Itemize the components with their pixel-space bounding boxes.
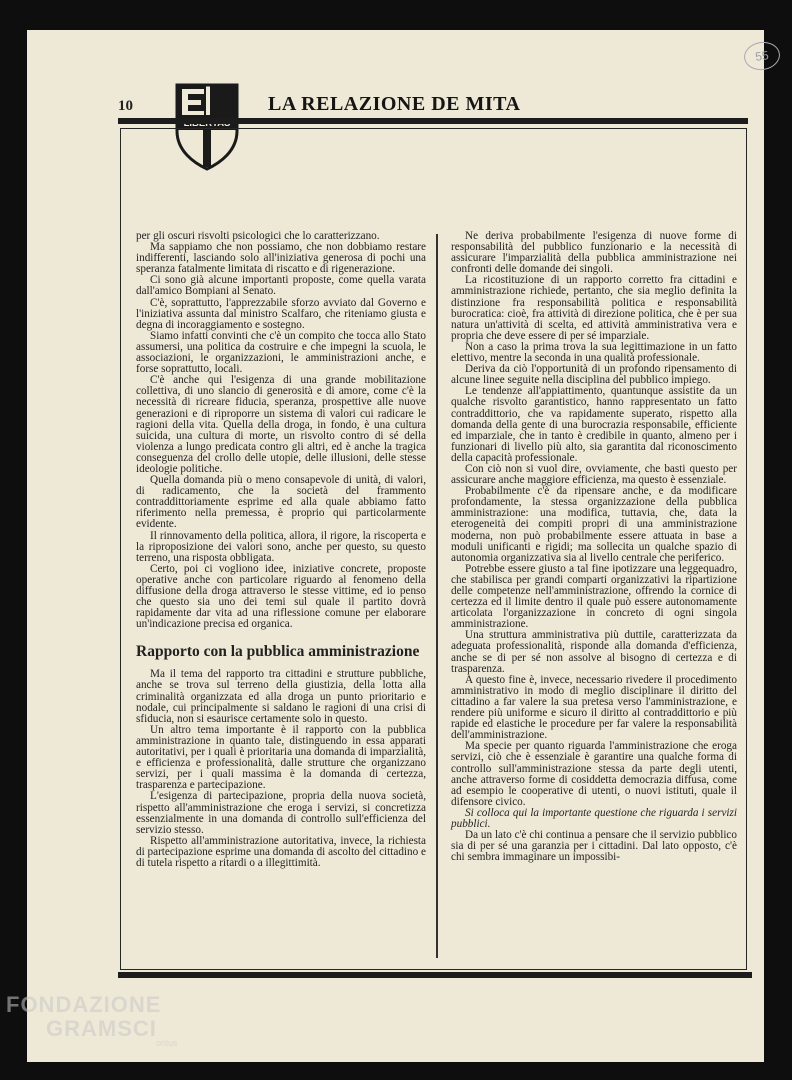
left-column: [136, 231, 426, 869]
italic-paragraph: Si colloca qui la importante questione che riguarda i servizi pubblici.: [451, 806, 737, 830]
paragraph: La ricostituzione di un rapporto corretto fra cittadini e amministrazione richiede, pertanto, che sia meglio definita la distinzione fra responsabilità politica e responsabilità burocratica: cioè, fra attività di direzione politica, che è per sua natura un'attività di scelta, ed attività amministrativa vera e propria che deve essere di per sé imparziale.: [451, 274, 737, 342]
paragraph: C'è, soprattutto, l'apprezzabile sforzo avviato dal Governo e l'iniziativa assunta dal ministro Scalfaro, che riteniamo giusta e degna di incoraggiamento e sostegno.: [136, 296, 426, 331]
paragraph: Ma specie per quanto riguarda l'amministrazione che eroga servizi, ciò che è essenziale è garantire una qualche forma di controllo sull'amministrazione stessa da parte degli utenti, anche attraverso forme di cosiddetta democrazia diffusa, come ad esempio le cooperative di utenti, o nuovi istituti, quale il difensore civico.: [451, 740, 737, 808]
watermark-line-3: onlus: [156, 1038, 178, 1048]
paragraph: Con ciò non si vuol dire, ovviamente, che basti questo per assicurare anche maggiore efficienza, ma questo è essenziale.: [451, 462, 737, 487]
paragraph: Probabilmente c'è da ripensare anche, e da modificare profondamente, la stessa organizzazione della pubblica amministrazione: una modifica, tuttavia, che, data la eterogeneità dei compiti propri di una amministrazione moderna, non può probabilmente essere attuata in base a moduli unificanti e rigidi; ma sollecita un qualche spazio di autonomia organizzativa sia al livello centrale che periferico.: [451, 485, 737, 564]
paragraph: Deriva da ciò l'opportunità di un profondo ripensamento di alcune linee seguite nella disciplina del pubblico impiego.: [451, 363, 737, 387]
watermark-line-1: FONDAZIONE: [6, 992, 162, 1017]
right-column: [451, 231, 737, 863]
paragraph: Ma il tema del rapporto tra cittadini e strutture pubbliche, anche se trova sul terreno della giustizia, della lotta alla criminalità organizzata ed alla droga un punto prioritario e nodale, cui principalmente si saldano le ragioni di una crisi di sfiducia, non si esaurisce certamente solo in questo.: [136, 668, 426, 725]
header-rule: [118, 118, 748, 124]
paragraph: Quella domanda più o meno consapevole di unità, di valori, di radicamento, che la società del frammento contraddittoriamente esprime ed alla quale abbiamo fatto riferimento nella premessa, è proprio qui particolarmente evidente.: [136, 474, 426, 531]
paragraph: Un altro tema importante è il rapporto con la pubblica amministrazione in quanto tale, distinguendo in essa apparati autoritativi, per i quali è prioritaria una domanda di imparzialità, e efficienza e professionalità, dalle strutture che organizzano servizi, per i quali massima è la domanda di certezza, trasparenza e partecipazione.: [136, 723, 426, 792]
paragraph: Rispetto all'amministrazione autoritativa, invece, la richiesta di partecipazione esprime una domanda di ascolto del cittadino e di tutela rispetto a ritardi o a illegittimità.: [136, 834, 426, 869]
section-heading: Rapporto con la pubblica amministrazione: [136, 643, 420, 661]
paragraph: C'è anche qui l'esigenza di una grande mobilitazione collettiva, di uno slancio di generosità e di amore, come c'è la necessità di ricreare fiducia, speranza, prospettive alle nuove generazioni e di riproporre un sistema di valori cui radicare le ragioni della vita. Quella della droga, in fondo, è una cultura suicida, una cultura di morte, un risvolto contro di sé della violenza a lungo predicata contro gli altri, ed è anche la tragica conseguenza del crollo delle utopie, delle illusioni, delle stesse ideologie politiche.: [136, 374, 426, 475]
page-number: 10: [118, 98, 133, 114]
paragraph: L'esigenza di partecipazione, propria della nuova società, rispetto all'amministrazione che eroga i servizi, si concretizza essenzialmente in una domanda di controllo sull'efficienza del servizio stesso.: [136, 790, 426, 836]
paragraph: Ci sono già alcune importanti proposte, come quella varata dall'amico Bompiani al Senato.: [136, 274, 426, 298]
paragraph: Potrebbe essere giusto a tal fine ipotizzare una leggequadro, che stabilisca per grandi comparti organizzativi la ripartizione delle competenze nell'amministrazione, offrendo la cornice di certezza ed il limite dentro il quale può essere autonomamente articolata l'organizzazione in concreto di ogni singola amministrazione.: [451, 562, 737, 631]
watermark-line-2: GRAMSCI: [46, 1016, 157, 1041]
paragraph: Certo, poi ci vogliono idee, iniziative concrete, proposte operative anche con particolare riguardo al fenomeno della diffusione della droga attraverso le stesse vittime, ed io penso che questo sia uno dei temi sul quale il partito dovrà rapidamente dar vita ad una riflessione comune per elaborare un'indicazione precisa ed organica.: [136, 562, 426, 631]
page-title: LA RELAZIONE DE MITA: [268, 93, 521, 115]
paragraph: per gli oscuri risvolti psicologici che lo caratterizzano.: [136, 230, 380, 242]
paragraph: Una struttura amministrativa più duttile, caratterizzata da adeguata professionalità, risponde alla domanda d'efficienza, anche se di per sé non assolve al bisogno di certezza e di trasparenza.: [451, 629, 737, 675]
column-divider: [436, 234, 438, 958]
paragraph: Non a caso la prima trova la sua legittimazione in un fatto elettivo, mentre la seconda in una qualità professionale.: [451, 340, 737, 365]
paragraph: Siamo infatti convinti che c'è un compito che tocca allo Stato assumersi, una politica da costruire e che impegni la scuola, le associazioni, le organizzazioni, le amministrazioni anche, e forse soprattutto, locali.: [136, 329, 426, 376]
paragraph: Le tendenze all'appiattimento, quantunque assistite da un qualche risvolto garantistico, hanno rappresentato un fatto contraddittorio, che va rapidamente superato, rispetto alla domanda della gente di una burocrazia responsabile, efficiente ed imparziale, che in tanto è credibile in quanto, almeno per i funzionari di livello più alto, sia garantita dal riconoscimento della capacità professionale.: [451, 385, 737, 464]
footer-rule: [118, 972, 752, 978]
paragraph: Da un lato c'è chi continua a pensare che il servizio pubblico sia di per sé una garanzia per i cittadini. Dal lato opposto, c'è chi sembra immaginare un impossibi-: [451, 829, 737, 864]
paragraph: Ma sappiamo che non possiamo, che non dobbiamo restare indifferenti, lasciando solo all'iniziativa generosa di pochi una speranza fatalmente limitata di riscatto e di rigenerazione.: [136, 241, 426, 276]
paragraph: Il rinnovamento della politica, allora, il rigore, la riscoperta e la riproposizione dei valori sono, anche per questo, su questo terreno, una risposta obbligata.: [136, 529, 426, 564]
paragraph: Ne deriva probabilmente l'esigenza di nuove forme di responsabilità del pubblico funzionario e la necessità di assicurare l'imparzialità della pubblica amministrazione nei confronti delle domande dei singoli.: [451, 230, 737, 276]
paragraph: A questo fine è, invece, necessario rivedere il procedimento amministrativo in modo di meglio disciplinare il diritto del cittadino a far valere la sua pretesa verso l'amministrazione, e rendere più uniforme e sicuro il diritto al contraddittorio e più rapide ed elastiche le procedure per far valere la responsabilità dell'amministrazione.: [451, 673, 737, 742]
archive-stamp: 55: [742, 40, 782, 73]
archive-watermark: [6, 992, 178, 1048]
